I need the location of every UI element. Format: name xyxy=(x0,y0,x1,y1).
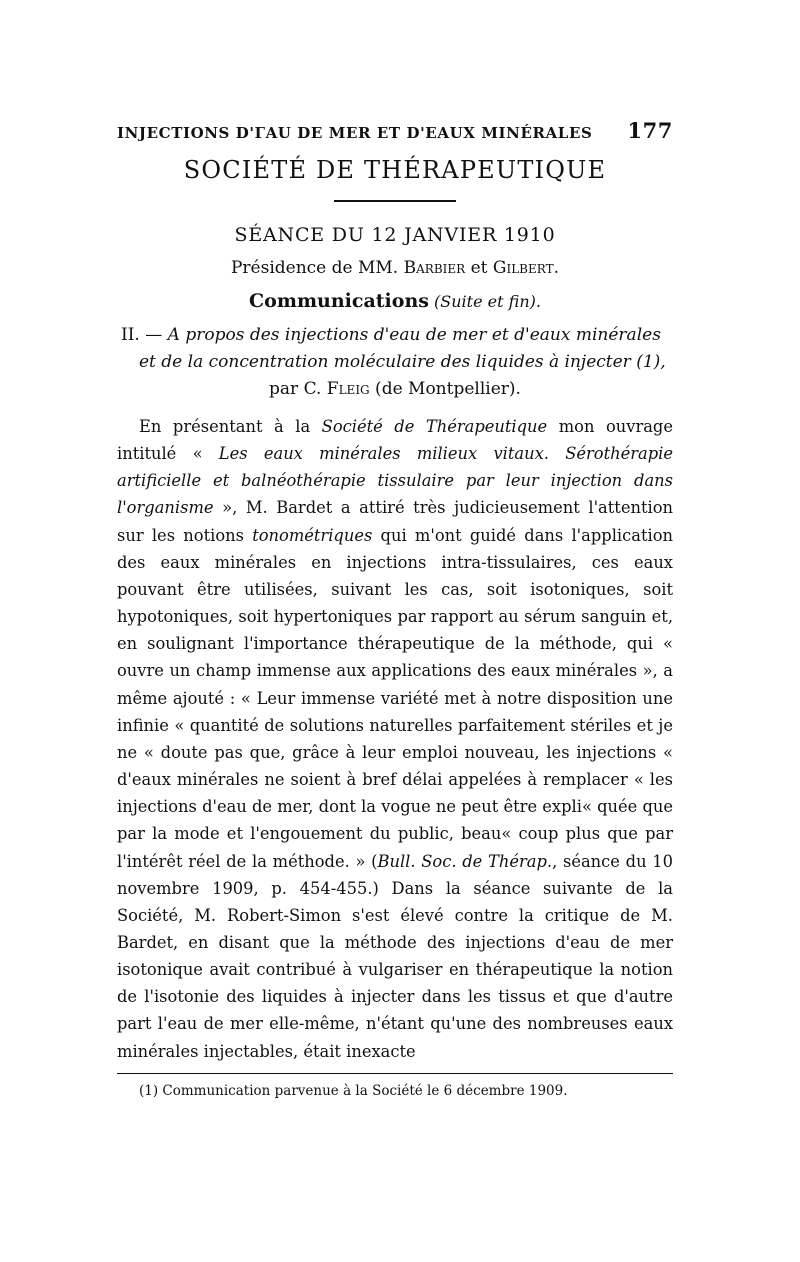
body-run-5: , séance du 10 novembre 1909, p. 454-455.) Dans la séance suivante de la Société, M. Robert-Simon s'est élevé contre la critique de M. Bardet, en disant que la méthode des injections d'eau de mer isotonique avait contribué à vulgariser en thérapeutique la notion de l'isotonie des liquides à injecter dans les tissus et que d'autre part l'eau de mer elle-même, n'étant qu'une des nombreuses eaux minérales injectables, était inexacte xyxy=(117,851,673,1061)
body-run-3: », M. Bardet a attiré très judicieusement l'attention sur les notions xyxy=(117,498,673,545)
presidence-line xyxy=(117,258,673,282)
title-divider xyxy=(334,200,456,202)
article-title-line-2: et de la concentration moléculaire des liquides à injecter (1), xyxy=(139,352,666,372)
body-italic-tonometriques: tonométriques xyxy=(252,525,373,545)
body-italic-bulletin: Bull. Soc. de Thérap. xyxy=(377,851,553,871)
society-heading: SOCIÉTÉ DE THÉRAPEUTIQUE xyxy=(183,156,607,184)
body-paragraph xyxy=(117,413,673,1065)
president-gilbert: Gilbert xyxy=(492,258,554,278)
author-prefix: par C. xyxy=(269,379,327,399)
page xyxy=(117,118,673,1099)
footnote-divider xyxy=(117,1073,673,1074)
running-title: INJECTIONS D'ГAU DE MER ET D'EAUX MINÉRALES xyxy=(117,124,593,142)
author-suffix: (de Montpellier). xyxy=(369,379,521,399)
body-run-2: mon ouvrage intitulé « xyxy=(117,417,673,464)
presidence-prefix: Présidence de MM. xyxy=(230,258,404,278)
presidence-conj: et xyxy=(465,258,493,278)
president-barbier: Barbier xyxy=(403,258,466,278)
body-italic-book-title: Les eaux minérales milieux vitaux. Sérothérapie artificielle et balnéothérapie tissulaire par leur injection dans l'organisme xyxy=(117,444,673,518)
article-title-text-1: A propos des injections d'eau de mer et d'eaux minérales xyxy=(167,325,661,345)
article-title xyxy=(117,322,673,376)
article-title-line-1 xyxy=(121,322,673,349)
running-head xyxy=(117,118,673,144)
body-text xyxy=(117,413,673,1065)
page-number: 177 xyxy=(627,118,673,143)
body-run-4: qui m'ont guidé dans l'application des eaux minérales en injections intra-tissulaires, ces eaux pouvant être utilisées, suivant les cas, soit isotoniques, soit hypotoniques, soit hypertoniques par rapport au sérum sanguin et, en soulignant l'importance thérapeutique de la méthode, qui « ouvre un champ immense aux applications des eaux minérales », a même ajouté : « Leur immense variété met à notre disposition une infinie « quantité de solutions naturelles parfaitement stériles et je ne « doute pas que, grâce à leur emploi nouveau, les injections « d'eaux minérales ne soient à bref délai appelées à remplacer « les injections d'eau de mer, dont la vogue ne peut être expli« quée que par la mode et l'engouement du public, beau« coup plus que par l'intérêt réel de la méthode. » ( xyxy=(117,525,673,871)
communications-heading xyxy=(117,290,673,318)
footnote: (1) Communication parvenue à la Société le 6 décembre 1909. xyxy=(139,1082,568,1099)
presidence-end: . xyxy=(553,258,559,278)
body-run-1: En présentant à la xyxy=(139,417,322,436)
article-number: II. — xyxy=(121,325,168,345)
communications-note: (Suite et fin). xyxy=(434,292,541,311)
communications-label: Communications xyxy=(249,290,429,312)
author-name: Fleig xyxy=(326,379,370,399)
body-italic-society: Société de Thérapeutique xyxy=(321,417,548,436)
author-line xyxy=(117,379,673,409)
seance-heading: SÉANCE DU 12 JANVIER 1910 xyxy=(234,224,556,246)
